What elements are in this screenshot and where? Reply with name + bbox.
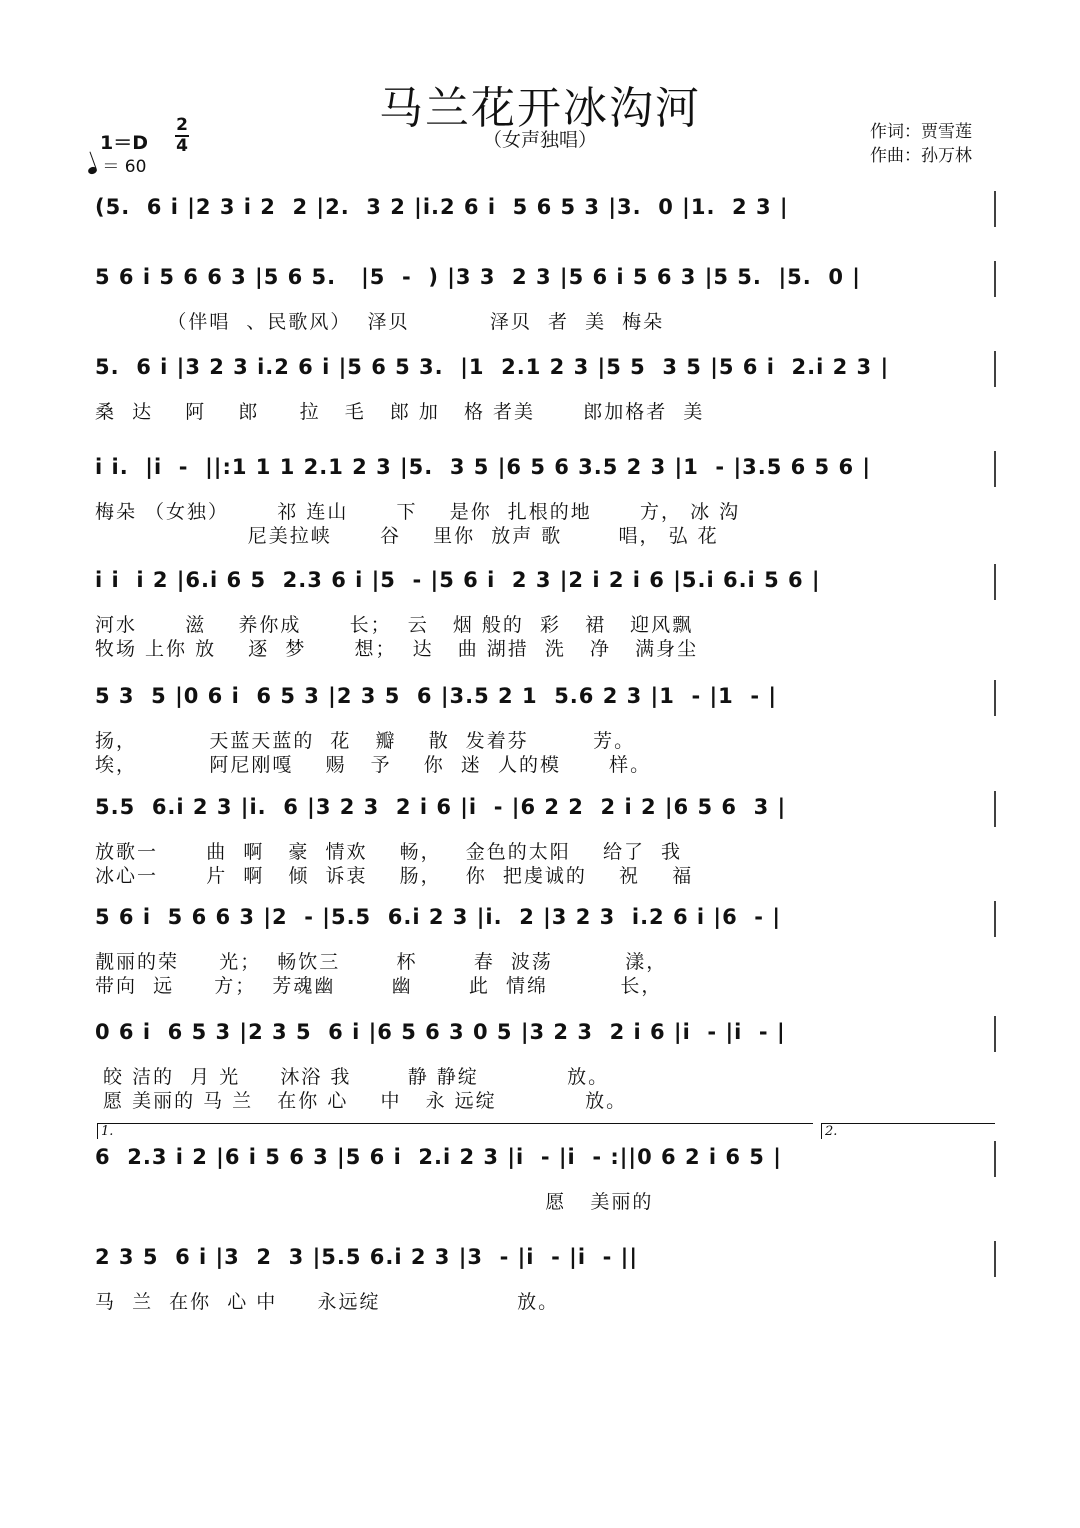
notation-line: (5. 6 i |2 3 i 2 2 |2. 3 2 |i.2 6 i 5 6 5 3 |3. 0 |1. 2 3 | [95, 195, 789, 219]
time-top: 2 [176, 115, 188, 135]
notation-line: 2 3 5 6 i |3 2 3 |5.5 6.i 2 3 |3 - |i - |i - || [95, 1245, 639, 1269]
notation-line: 5.5 6.i 2 3 |i. 6 |3 2 3 2 i 6 |i - |6 2 2 2 i 2 |6 5 6 3 | [95, 795, 787, 819]
notation-line: i i. |i - ||:1 1 1 2.1 2 3 |5. 3 5 |6 5 6 3.5 2 3 |1 - |3.5 6 5 6 | [95, 455, 872, 479]
lyricist: 作词：贾雪莲 [870, 122, 972, 142]
lyric-line-1: 扬， 天蓝天蓝的 花 瓣 散 发着芬 芳。 [95, 730, 636, 752]
key-signature: 1＝D [100, 132, 148, 154]
page-title: 马兰花开冰沟河 [379, 83, 701, 134]
lyric-line-2: 牧场 上你 放 逐 梦 想； 达 曲 湖措 洗 净 满身尘 [95, 638, 699, 660]
lyric-line-1: 梅朵 （女独） 祁 连山 下 是你 扎根的地 方， 冰 沟 [95, 501, 741, 523]
notation-line: 5 3 5 |0 6 i 6 5 3 |2 3 5 6 |3.5 2 1 5.6 2 3 |1 - |1 - | [95, 684, 778, 708]
notation-line: 6 2.3 i 2 |6 i 5 6 3 |5 6 i 2.i 2 3 |i - |i - :||0 6 2 i 6 5 | [95, 1145, 782, 1169]
lyric-line-1: 河水 滋 养你成 长； 云 烟 般的 彩 裙 迎风飘 [95, 614, 694, 636]
lyric-line-2: 冰心一 片 啊 倾 诉衷 肠， 你 把虔诚的 祝 福 [95, 865, 694, 887]
lyric-line-1: 皎 洁的 月 光 沐浴 我 静 静绽 放。 [95, 1066, 610, 1088]
page-subtitle: （女声独唱） [482, 129, 597, 151]
volta-first-ending: 1. [97, 1123, 813, 1139]
notation-line: 5 6 i 5 6 6 3 |2 - |5.5 6.i 2 3 |i. 2 |3 2 3 i.2 6 i |6 - | [95, 905, 781, 929]
lyric-line-2: 带向 远 方； 芳魂幽 幽 此 情绵 长， [95, 975, 663, 997]
lyric-line-1: （伴唱 、民歌风） 泽贝 泽贝 者 美 梅朵 [95, 311, 665, 333]
time-bottom: 4 [176, 136, 188, 156]
notation-line: 5 6 i 5 6 6 3 |5 6 5. |5 - ) |3 3 2 3 |5 6 i 5 6 3 |5 5. |5. 0 | [95, 265, 861, 289]
notation-line: 5. 6 i |3 2 3 i.2 6 i |5 6 5 3. |1 2.1 2 3 |5 5 3 5 |5 6 i 2.i 2 3 | [95, 355, 890, 379]
tempo-value: ＝ 60 [102, 157, 147, 177]
lyric-line-2: 埃， 阿尼刚嘎 赐 予 你 迷 人的模 样。 [95, 754, 652, 776]
lyric-line-1: 放歌一 曲 啊 豪 情欢 畅， 金色的太阳 给了 我 [95, 841, 683, 863]
notation-line: i i i 2 |6.i 6 5 2.3 6 i |5 - |5 6 i 2 3 |2 i 2 i 6 |5.i 6.i 5 6 | [95, 568, 821, 592]
lyric-line-1: 靓丽的荣 光； 畅饮三 杯 春 波荡 漾， [95, 951, 668, 973]
tempo-marking [88, 152, 146, 177]
volta-second-ending: 2. [821, 1123, 995, 1139]
quarter-note-icon [87, 166, 98, 176]
lyric-line-2: 尼美拉峡 谷 里你 放声 歌 唱， 弘 花 [95, 525, 719, 547]
credits [870, 120, 972, 168]
lyric-line-1: 愿 美丽的 [95, 1191, 654, 1213]
time-signature [175, 117, 189, 155]
lyric-line-1: 马 兰 在你 心 中 永远绽 放。 [95, 1291, 560, 1313]
lyric-line-2: 愿 美丽的 马 兰 在你 心 中 永 远绽 放。 [95, 1090, 628, 1112]
notation-line: 0 6 i 6 5 3 |2 3 5 6 i |6 5 6 3 0 5 |3 2 3 2 i 6 |i - |i - | [95, 1020, 786, 1044]
composer: 作曲：孙万林 [870, 146, 972, 166]
lyric-line-1: 桑 达 阿 郎 拉 毛 郎 加 格 者美 郎加格者 美 [95, 401, 705, 423]
